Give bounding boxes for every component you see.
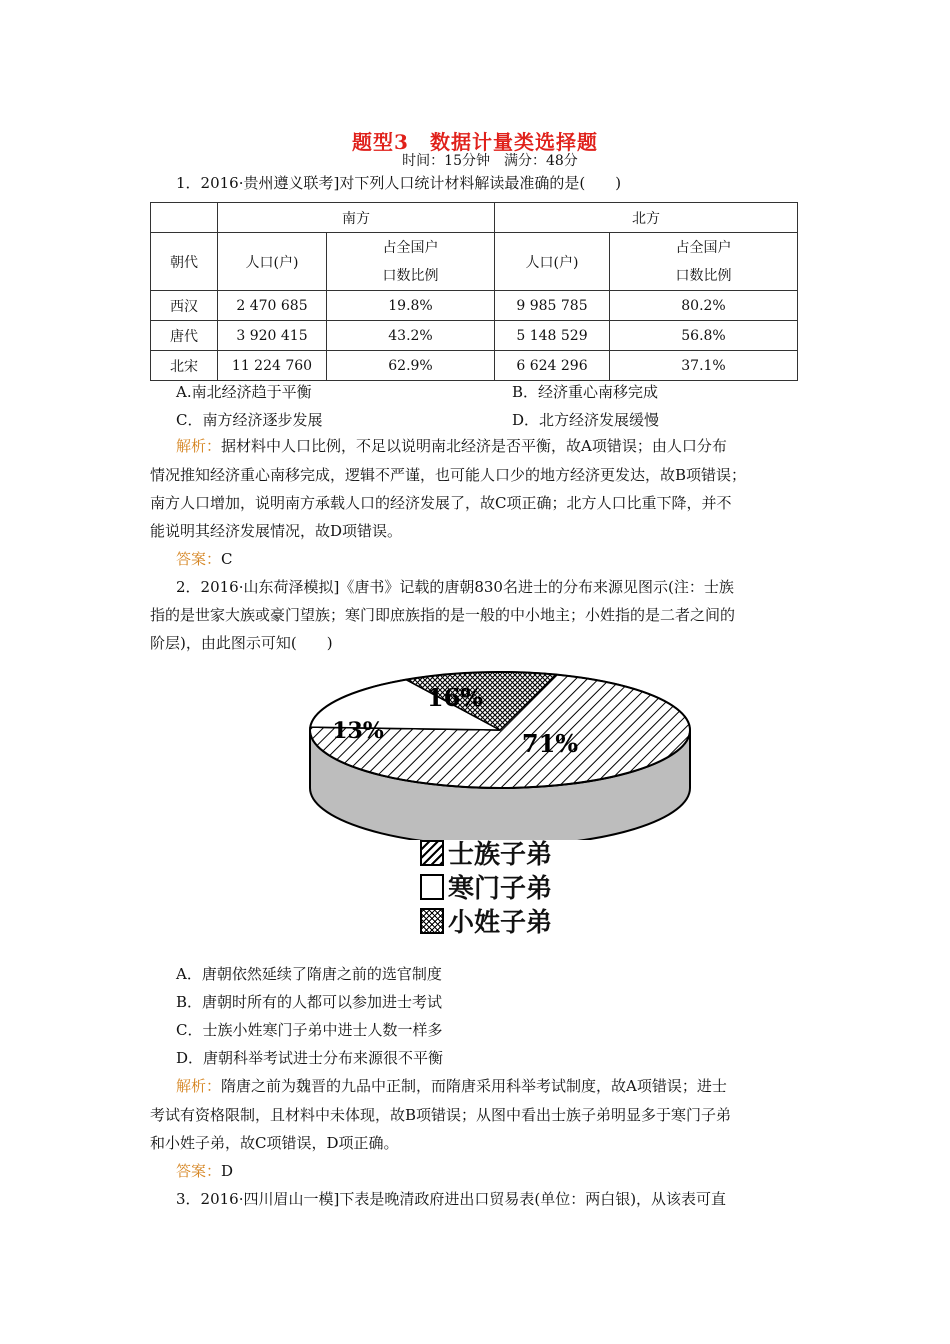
q1-analysis-line	[176, 437, 727, 455]
legend-item-shizu	[420, 838, 552, 872]
q2-stem-line: 2．2016·山东荷泽模拟]《唐书》记载的唐朝830名进士的分布来源见图示(注：士族	[176, 578, 734, 596]
north-pop-cell: 9 985 785	[495, 291, 610, 321]
south-ratio-cell: 62.9%	[327, 351, 495, 381]
q2-analysis-line: 和小姓子弟，故C项错误，D项正确。	[150, 1134, 399, 1152]
q2-option-a[interactable]: A．唐朝依然延续了隋唐之前的选官制度	[176, 965, 442, 983]
q2-option-c[interactable]: C．士族小姓寒门子弟中进士人数一样多	[176, 1021, 443, 1039]
legend-item-hanmen	[420, 872, 552, 906]
dynasty-header: 朝代	[151, 233, 218, 291]
q2-stem-line: 指的是世家大族或豪门望族；寒门即庶族指的是一般的中小地主；小姓指的是二者之间的	[150, 606, 736, 624]
legend-item-xiaoxing	[420, 906, 552, 940]
dynasty-cell: 西汉	[151, 291, 218, 321]
time-limit: 时间：15分钟 满分：48分	[402, 153, 578, 169]
analysis-label: 解析：	[176, 437, 222, 455]
north-header: 北方	[495, 203, 798, 233]
pie-chart	[300, 660, 700, 840]
north-pop-cell: 5 148 529	[495, 321, 610, 351]
population-table	[150, 202, 798, 381]
south-pop-cell: 3 920 415	[218, 321, 327, 351]
answer-value: C	[221, 550, 233, 568]
ratio-header-line1: 占全国户	[675, 239, 732, 256]
north-pop-cell: 6 624 296	[495, 351, 610, 381]
q1-option-a[interactable]: A.南北经济趋于平衡	[176, 383, 312, 401]
legend-label: 士族子弟	[448, 840, 553, 870]
q2-analysis-line: 考试有资格限制，且材料中未体现，故B项错误；从图中看出士族子弟明显多于寒门子弟	[150, 1106, 732, 1124]
q1-stem: 1．2016·贵州遵义联考]对下列人口统计材料解读最准确的是( )	[176, 174, 622, 192]
south-pop-cell: 2 470 685	[218, 291, 327, 321]
north-pop-header: 人口(户)	[495, 233, 610, 291]
q2-answer	[176, 1162, 233, 1180]
dynasty-cell: 北宋	[151, 351, 218, 381]
legend-label: 寒门子弟	[448, 874, 553, 904]
slice-label-shizu: 71%	[521, 729, 579, 758]
answer-value: D	[221, 1162, 234, 1180]
slice-label-hanmen: 16%	[426, 683, 484, 712]
dynasty-cell: 唐代	[151, 321, 218, 351]
table-corner	[151, 203, 218, 233]
south-pop-cell: 11 224 760	[218, 351, 327, 381]
table-row	[151, 291, 798, 321]
ratio-header-line2: 口数比例	[382, 267, 439, 284]
south-header: 南方	[218, 203, 495, 233]
south-ratio-cell: 43.2%	[327, 321, 495, 351]
answer-label: 答案：	[176, 1162, 222, 1180]
q2-option-b[interactable]: B．唐朝时所有的人都可以参加进士考试	[176, 993, 443, 1011]
ratio-header-line2: 口数比例	[675, 267, 732, 284]
south-pop-header: 人口(户)	[218, 233, 327, 291]
north-ratio-header	[610, 233, 798, 291]
empty-swatch-icon	[420, 874, 444, 900]
crosshatch-swatch-icon	[420, 908, 444, 934]
q1-option-b[interactable]: B．经济重心南移完成	[512, 383, 659, 401]
q1-analysis-line: 能说明其经济发展情况，故D项错误。	[150, 522, 403, 540]
hatch-swatch-icon	[420, 840, 444, 866]
analysis-label: 解析：	[176, 1077, 222, 1095]
q1-answer	[176, 550, 233, 568]
table-row	[151, 351, 798, 381]
q3-stem: 3．2016·四川眉山一模]下表是晚清政府进出口贸易表(单位：两白银)，从该表可直	[176, 1190, 727, 1208]
north-ratio-cell: 37.1%	[610, 351, 798, 381]
q1-option-d[interactable]: D．北方经济发展缓慢	[512, 411, 660, 429]
page-title: 题型3 数据计量类选择题	[352, 130, 598, 154]
analysis-text: 据材料中人口比例，不足以说明南北经济是否平衡，故A项错误；由人口分布	[221, 437, 727, 455]
legend-label: 小姓子弟	[448, 908, 553, 938]
table-row	[151, 321, 798, 351]
analysis-text: 隋唐之前为魏晋的九品中正制，而隋唐采用科举考试制度，故A项错误；进士	[221, 1077, 727, 1095]
ratio-header-line1: 占全国户	[382, 239, 439, 256]
south-ratio-cell: 19.8%	[327, 291, 495, 321]
slice-label-xiaoxing: 13%	[332, 718, 384, 744]
north-ratio-cell: 56.8%	[610, 321, 798, 351]
q1-option-c[interactable]: C．南方经济逐步发展	[176, 411, 323, 429]
answer-label: 答案：	[176, 550, 222, 568]
south-ratio-header	[327, 233, 495, 291]
q1-analysis-line: 南方人口增加，说明南方承载人口的经济发展了，故C项正确；北方人口比重下降，并不	[150, 494, 732, 512]
q2-analysis-line	[176, 1077, 727, 1095]
north-ratio-cell: 80.2%	[610, 291, 798, 321]
q2-stem-line: 阶层)，由此图示可知( )	[150, 634, 333, 652]
q1-analysis-line: 情况推知经济重心南移完成，逻辑不严谨，也可能人口少的地方经济更发达，故B项错误；	[150, 466, 747, 484]
q2-option-d[interactable]: D．唐朝科举考试进士分布来源很不平衡	[176, 1049, 444, 1067]
